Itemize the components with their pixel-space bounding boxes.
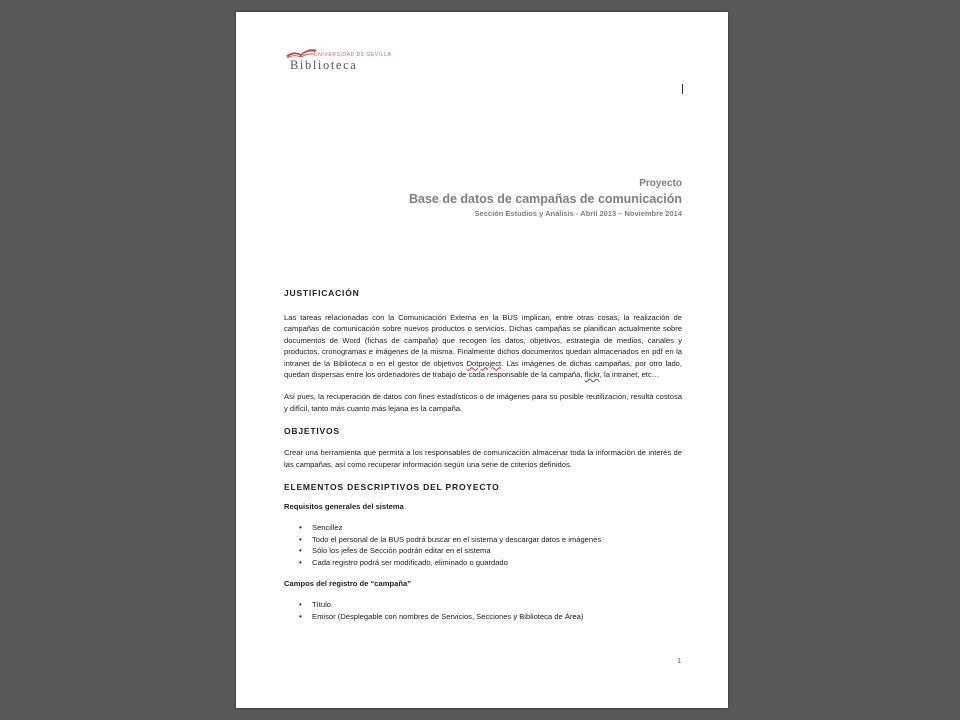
page-number: 1	[677, 656, 682, 665]
university-name: UNIVERSIDAD DE SEVILLA	[314, 52, 392, 58]
title-block	[409, 178, 682, 218]
requisitos-heading: Requisitos generales del sistema	[284, 502, 404, 512]
list-item: • Todo el personal de la BUS podrá buscar en el sistema y descargar datos e imágenes	[312, 534, 682, 546]
requisitos-list	[284, 522, 682, 568]
list-item: • Sencillez	[312, 522, 682, 534]
list-item: • Título	[312, 599, 682, 611]
list-item: • Emisor (Desplegable con nombres de Servicios, Secciones y Biblioteca de Área)	[312, 611, 682, 623]
text-run: . Las imágenes de dichas campañas, por otro lado, quedan dispersas entre los ordenadores de trabajo de cada responsable de la campaña,	[284, 358, 683, 380]
campos-list	[284, 599, 682, 622]
document-page	[236, 12, 728, 708]
justificacion-paragraph-1	[284, 312, 682, 380]
document-body	[284, 288, 682, 623]
heading-elementos: ELEMENTOS DESCRIPTIVOS DEL PROYECTO	[284, 482, 500, 493]
text-run: , la intranet, etc…	[599, 370, 660, 380]
heading-objetivos: OBJETIVOS	[284, 426, 340, 437]
campos-heading: Campos del registro de “campaña”	[284, 579, 412, 589]
text-run: Las tareas relacionadas con la Comunicación Externa en la BUS implican, entre otras cosas, la realización de campañas de comunicación sobre nuevos productos o servicios. Dichas campañas se planifican actualmente sobre documentos de Word (fichas de campaña) que recogen los datos, objetivos, estrategia de medios, canales y productos, cronogramas e imágenes de la misma. Finalmente dichos documentos quedan almacenados en pdf en la intranet de la Biblioteca o en el gestor de objetivos	[284, 313, 682, 368]
project-label: Proyecto	[639, 178, 682, 189]
flickr-misspelled: flickr	[584, 370, 600, 380]
list-item: • Sólo los jefes de Sección podrán editar en el sistema	[312, 545, 682, 557]
biblioteca-logo	[284, 44, 392, 74]
dotproject-misspelled: Dotproject	[466, 358, 502, 368]
text-cursor	[682, 84, 683, 94]
list-item: • Cada registro podrá ser modificado, eliminado o guardado	[312, 557, 682, 569]
document-subtitle: Sección Estudios y Análisis - Abril 2013 – Noviembre 2014	[474, 209, 682, 218]
document-title: Base de datos de campañas de comunicación	[408, 192, 682, 206]
objetivos-paragraph: Crear una herramienta que permita a los responsables de comunicación almacenar toda la información de interés de las campañas, así como recuperar información según una serie de criterios definidos.	[284, 448, 682, 469]
heading-justificacion: JUSTIFICACIÓN	[284, 288, 360, 298]
justificacion-paragraph-2: Así pues, la recuperación de datos con fines estadísticos o de imágenes para su posible reutilización, resulta costosa y difícil, tanto más cuanto más lejana es la campaña.	[284, 392, 682, 413]
library-name: Biblioteca	[290, 58, 358, 72]
